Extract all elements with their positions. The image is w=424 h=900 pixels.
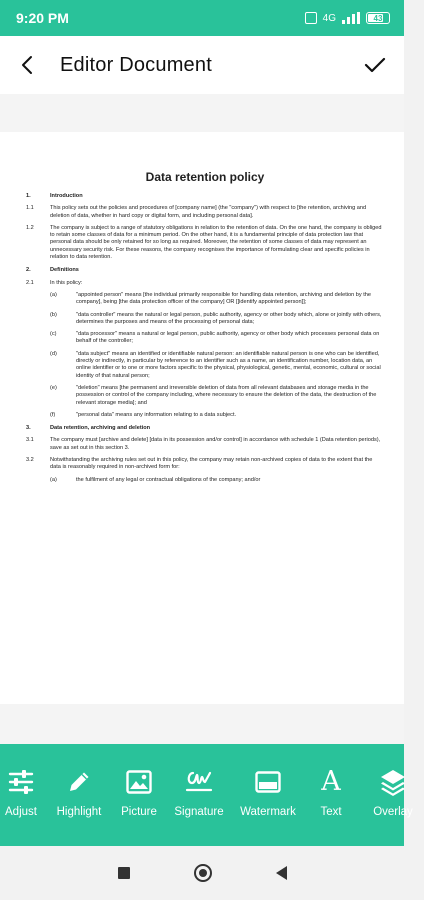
sub-clause bbox=[26, 312, 384, 327]
status-time: 9:20 PM bbox=[16, 10, 69, 26]
clause-number: 1.1 bbox=[26, 205, 34, 212]
clause-text: "deletion" means [the permanent and irreversible deletion of data from all relevant databases and storage media in the possession or control of the company including, where necessary to ensure the deletion of the data, the destruction of the relevant storage media]; and bbox=[76, 384, 377, 406]
tool-text-label: Text bbox=[320, 806, 342, 818]
clause-number: (a) bbox=[50, 476, 57, 483]
clause-number: (a) bbox=[50, 291, 57, 298]
clause-text: Introduction bbox=[50, 193, 83, 199]
recent-apps-button[interactable] bbox=[118, 867, 130, 879]
back-arrow-icon bbox=[20, 55, 34, 75]
clause-text: "data subject" means an identified or identifiable natural person: an identifiable natural person is one who can be identified, directly or indirectly, in particular by reference to an identifier such as a name, an identification number, location data, an online identifier or to one or more factors specific to the physical, physiological, genetic, mental, economic, cultural or social identity of that natural person; bbox=[76, 350, 381, 379]
page-title: Editor Document bbox=[60, 53, 212, 76]
clause-text: Notwithstanding the archiving rules set out in this policy, the company may retain non-archived copies of data to the extent that the data is reasonably required in non-archived form for: bbox=[50, 457, 373, 471]
app-header bbox=[0, 36, 404, 94]
image-icon bbox=[126, 770, 152, 794]
tool-overlay[interactable] bbox=[362, 766, 424, 818]
layers-icon bbox=[379, 768, 407, 796]
tool-signature[interactable] bbox=[162, 766, 236, 818]
clause-number: 3.2 bbox=[26, 457, 34, 464]
document-canvas[interactable] bbox=[0, 94, 404, 744]
clause-text: In this policy: bbox=[50, 279, 83, 286]
sub-clause bbox=[26, 292, 384, 307]
status-indicators bbox=[305, 12, 390, 24]
paragraph bbox=[26, 205, 384, 220]
document-page[interactable] bbox=[0, 132, 404, 704]
tool-adjust-label: Adjust bbox=[5, 806, 37, 818]
clause-text: the fulfilment of any legal or contractual obligations of the company; and/or bbox=[76, 476, 261, 483]
tool-text[interactable] bbox=[300, 766, 362, 818]
clause-number: (b) bbox=[50, 311, 57, 318]
section-heading bbox=[26, 425, 384, 432]
battery-level: 43 bbox=[373, 13, 383, 23]
clause-text: "appointed person" means [the individual primarily responsible for handling data retention, archiving and deletion by the company], being [the data protection officer of the company] OR [[identify appointed person]]; bbox=[76, 291, 372, 306]
tool-signature-label: Signature bbox=[174, 806, 224, 818]
clause-text: "data processor" means a natural or legal person, public authority, agency or other body which processes personal data on behalf of the controller; bbox=[76, 331, 380, 345]
clause-number: 3. bbox=[26, 425, 31, 432]
clause-text: Data retention, archiving and deletion bbox=[50, 425, 151, 432]
signal-icon bbox=[342, 12, 360, 24]
watermark-icon bbox=[255, 771, 281, 793]
sliders-icon bbox=[7, 769, 35, 795]
sub-clause bbox=[26, 331, 384, 346]
confirm-button[interactable] bbox=[360, 50, 390, 80]
tool-highlight[interactable] bbox=[42, 766, 116, 818]
system-back-button[interactable] bbox=[276, 866, 287, 880]
sim-icon bbox=[305, 12, 317, 24]
battery-icon bbox=[366, 12, 390, 24]
paragraph bbox=[26, 280, 384, 287]
system-nav-bar bbox=[0, 846, 404, 900]
tool-picture[interactable] bbox=[116, 766, 162, 818]
clause-number: 2.1 bbox=[26, 279, 34, 286]
clause-number: (c) bbox=[50, 331, 57, 338]
check-icon bbox=[364, 56, 386, 74]
sub-clause bbox=[26, 351, 384, 380]
clause-number: 3.1 bbox=[26, 437, 34, 444]
tool-watermark-label: Watermark bbox=[240, 806, 296, 818]
clause-number: (f) bbox=[50, 411, 56, 418]
signature-icon bbox=[184, 769, 214, 795]
clause-number: 1. bbox=[26, 193, 31, 199]
home-button[interactable] bbox=[194, 864, 212, 882]
editor-toolbar bbox=[0, 744, 413, 846]
network-label: 4G bbox=[322, 12, 336, 24]
tool-highlight-label: Highlight bbox=[56, 806, 102, 818]
back-button[interactable] bbox=[14, 52, 40, 78]
sub-clause bbox=[26, 385, 384, 407]
text-icon: A bbox=[321, 766, 341, 797]
clause-number: 2. bbox=[26, 267, 31, 274]
clause-number: (d) bbox=[50, 350, 57, 357]
section-heading bbox=[26, 267, 384, 274]
tool-picture-label: Picture bbox=[121, 806, 157, 818]
tool-watermark[interactable] bbox=[236, 766, 300, 818]
tool-overlay-label: Overlay bbox=[373, 806, 413, 818]
sub-clause bbox=[26, 412, 384, 419]
clause-text: "data controller" means the natural or legal person, public authority, agency or other body which, alone or jointly with others, determines the purposes and means of the processing of personal data; bbox=[76, 311, 382, 325]
clause-number: 1.2 bbox=[26, 224, 34, 231]
section-heading bbox=[26, 193, 384, 200]
pencil-icon bbox=[66, 769, 92, 795]
clause-number: (e) bbox=[50, 384, 57, 391]
clause-text: Definitions bbox=[50, 267, 79, 274]
clause-text: The company is subject to a range of statutory obligations in relation to the retention of data. On the one hand, the company is obliged to retain some classes of data for a minimum period. On the other hand, it is a fundamental principle of data protection law that personal data should be only retained for so long as required. Moreover, the retention of some classes of data may represent an unnecessary security risk. For these reasons, the company recognises the importance of formulating clear and specific policies in relation to data retention. bbox=[50, 224, 382, 261]
clause-text: This policy sets out the policies and procedures of [company name] (the "company") with respect to [the retention, archiving and deletion of data, whether in hard copy or digital form, and including personal data]. bbox=[50, 205, 367, 219]
document-title: Data retention policy bbox=[145, 170, 265, 184]
document-body bbox=[26, 193, 384, 484]
status-bar bbox=[0, 0, 404, 36]
clause-text: "personal data" means any information relating to a data subject. bbox=[76, 411, 237, 418]
paragraph bbox=[26, 225, 384, 261]
tool-adjust[interactable] bbox=[0, 766, 42, 818]
clause-text: The company must [archive and delete] [data in its possession and/or control] in accordance with schedule 1 (Data retention periods), save as set out in this section 3. bbox=[50, 437, 381, 451]
sub-clause bbox=[26, 477, 384, 484]
paragraph bbox=[26, 457, 384, 472]
paragraph bbox=[26, 437, 384, 452]
